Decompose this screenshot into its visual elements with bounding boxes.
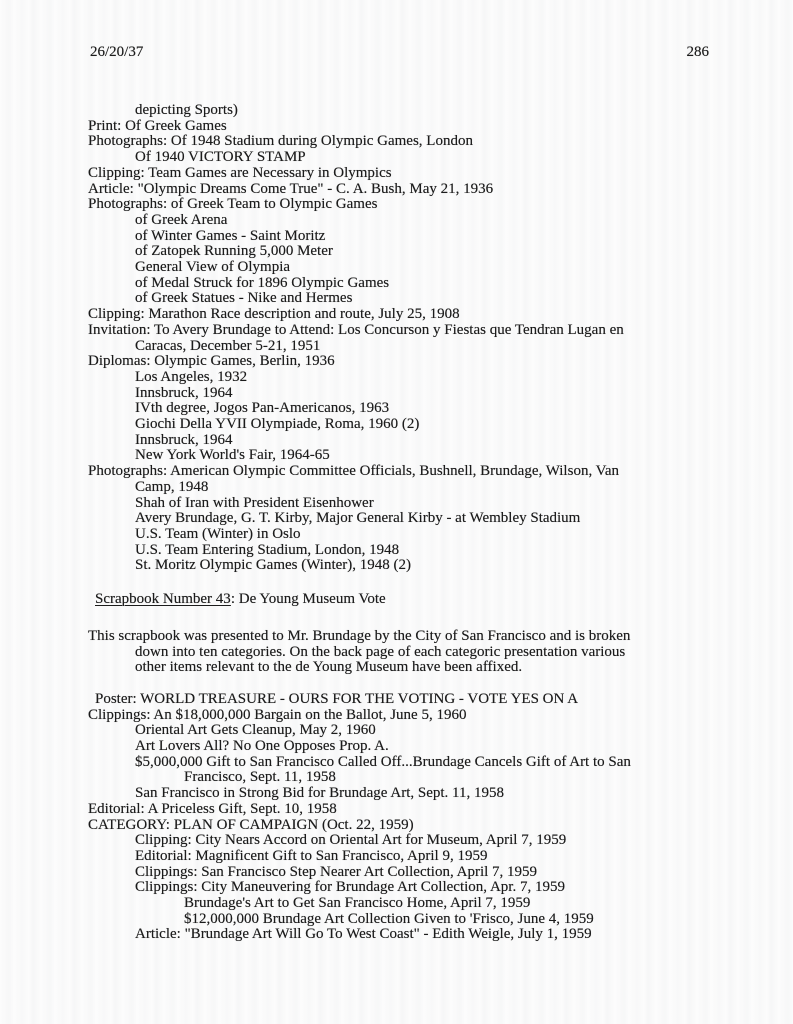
scrapbook-heading: [0, 592, 793, 608]
document-line: Shah of Iran with President Eisenhower: [135, 494, 374, 511]
document-line: IVth degree, Jogos Pan-Americanos, 1963: [135, 400, 390, 417]
document-line: San Francisco in Strong Bid for Brundage Art, Sept. 11, 1958: [135, 785, 504, 802]
document-line: U.S. Team Entering Stadium, London, 1948: [135, 541, 400, 558]
document-line: New York World's Fair, 1964-65: [135, 447, 330, 464]
document-line: Innsbruck, 1964: [135, 431, 233, 448]
document-line: Print: Of Greek Games: [88, 117, 227, 134]
header-reference-number: 26/20/37: [90, 44, 144, 60]
document-line: depicting Sports): [135, 102, 238, 118]
document-line: Editorial: Magnificent Gift to San Francisco, April 9, 1959: [135, 847, 488, 864]
scrapbook-heading-underlined: Scrapbook Number 43: [95, 591, 231, 608]
document-line: Clipping: Marathon Race description and route, July 25, 1908: [88, 306, 460, 323]
document-line: Innsbruck, 1964: [135, 384, 233, 401]
document-line: Photographs: of Greek Team to Olympic Games: [88, 196, 378, 213]
olympic-items-list: [0, 103, 793, 574]
document-line: Avery Brundage, G. T. Kirby, Major General Kirby - at Wembley Stadium: [135, 510, 581, 527]
document-line: Clipping: City Nears Accord on Oriental Art for Museum, April 7, 1959: [135, 832, 567, 849]
document-line: $12,000,000 Brundage Art Collection Given to 'Frisco, June 4, 1959: [184, 910, 594, 927]
document-line: Photographs: Of 1948 Stadium during Olympic Games, London: [88, 133, 473, 150]
document-line: of Greek Arena: [135, 211, 228, 228]
document-line: This scrapbook was presented to Mr. Brundage by the City of San Francisco and is broken: [88, 627, 631, 644]
document-line: $5,000,000 Gift to San Francisco Called Off...Brundage Cancels Gift of Art to San: [135, 753, 631, 770]
document-line: Oriental Art Gets Cleanup, May 2, 1960: [135, 722, 376, 739]
document-line: Clippings: San Francisco Step Nearer Art Collection, April 7, 1959: [135, 863, 538, 880]
document-line: Poster: WORLD TREASURE - OURS FOR THE VOTING - VOTE YES ON A: [95, 690, 579, 707]
document-line: Francisco, Sept. 11, 1958: [184, 769, 336, 786]
document-line: of Winter Games - Saint Moritz: [135, 227, 326, 244]
deyoung-items-list: [0, 692, 793, 943]
document-line: Photographs: American Olympic Committee Officials, Bushnell, Brundage, Wilson, Van: [88, 463, 619, 480]
document-line: Editorial: A Priceless Gift, Sept. 10, 1958: [88, 800, 337, 817]
document-line: of Medal Struck for 1896 Olympic Games: [135, 274, 390, 291]
document-line: of Zatopek Running 5,000 Meter: [135, 243, 333, 260]
document-line: U.S. Team (Winter) in Oslo: [135, 525, 301, 542]
document-line: Diplomas: Olympic Games, Berlin, 1936: [88, 353, 335, 370]
document-line: General View of Olympia: [135, 259, 291, 276]
document-line: Article: "Olympic Dreams Come True" - C. A. Bush, May 21, 1936: [88, 180, 494, 197]
document-line: Giochi Della YVII Olympiade, Roma, 1960 (2): [135, 416, 420, 433]
document-line: Caracas, December 5-21, 1951: [135, 337, 321, 354]
document-line: Art Lovers All? No One Opposes Prop. A.: [135, 738, 389, 755]
document-line: CATEGORY: PLAN OF CAMPAIGN (Oct. 22, 1959): [88, 816, 414, 833]
document-line: Invitation: To Avery Brundage to Attend: Los Concurson y Fiestas que Tendran Lugan en: [88, 321, 624, 338]
document-line: Clippings: An $18,000,000 Bargain on the Ballot, June 5, 1960: [88, 706, 467, 723]
document-line: Camp, 1948: [135, 478, 209, 495]
document-line: down into ten categories. On the back page of each categoric presentation various: [135, 643, 626, 660]
document-line: Clipping: Team Games are Necessary in Olympics: [88, 164, 392, 181]
document-line: Clippings: City Maneuvering for Brundage Art Collection, Apr. 7, 1959: [135, 879, 565, 896]
document-line: Of 1940 VICTORY STAMP: [135, 149, 306, 166]
scrapbook-heading-rest: : De Young Museum Vote: [230, 591, 386, 608]
document-line: Article: "Brundage Art Will Go To West Coast" - Edith Weigle, July 1, 1959: [135, 926, 592, 943]
scrapbook-description: [0, 629, 793, 676]
document-line: Los Angeles, 1932: [135, 368, 248, 385]
document-line: Brundage's Art to Get San Francisco Home, April 7, 1959: [184, 895, 531, 912]
document-line: St. Moritz Olympic Games (Winter), 1948 (2): [135, 557, 412, 574]
document-line: of Greek Statues - Nike and Hermes: [135, 290, 353, 307]
document-line: other items relevant to the de Young Museum have been affixed.: [135, 659, 523, 676]
header-page-number: 286: [686, 44, 709, 60]
